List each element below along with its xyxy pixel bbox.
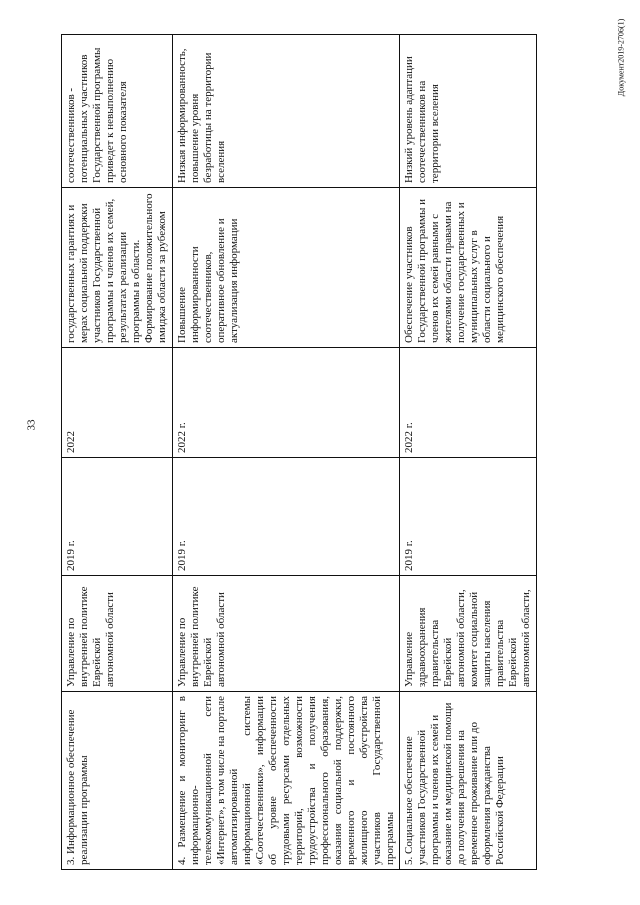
document-footer-id-text: Документ2019-2706(1) xyxy=(616,18,626,97)
executor-cell: Управление по внутренней политике Еврейской автономной области xyxy=(62,576,173,692)
risk-cell: Низкая информированность, повышение уровня безработицы на территории вселения xyxy=(173,35,400,188)
end-year-cell: 2022 г. xyxy=(173,348,400,458)
end-year-cell: 2022 г. xyxy=(400,348,537,458)
executor-cell: Управление по внутренней политике Еврейской автономной области xyxy=(173,576,400,692)
table-row xyxy=(62,35,173,870)
page-number-text: 33 xyxy=(25,419,37,431)
executor-cell: Управление здравоохранения правительства Еврейской автономной области, комитет социальной защиты населения правительства Еврейской автономной области, xyxy=(400,576,537,692)
start-year-cell: 2019 г. xyxy=(173,458,400,576)
measure-cell: 4. Размещение и мониторинг в информационно-телекоммуникационной сети «Интернет», в том числе на портале автоматизированной информационной системы «Соотечественники», информации об уровне обеспеченности трудовыми ресурсами отдельных территорий, возможности трудоустройства и получения профессионального образования, оказания социальной поддержки, временного и постоянного жилищного обустройства участников Государственной программы xyxy=(173,692,400,870)
measure-cell: 3. Информационное обеспечение реализации программы xyxy=(62,692,173,870)
document-footer-id xyxy=(614,10,628,105)
program-measures-table-wrapper xyxy=(61,35,533,870)
start-year-cell: 2019 г. xyxy=(62,458,173,576)
table-row xyxy=(400,35,537,870)
risk-cell: соотечественников - потенциальных участников Государственной программы приведет к невыполнению основного показателя xyxy=(62,35,173,188)
result-cell: Обеспечение участников Государственной программы и членов их семей равными с жителями области правами на получение государственных и муниципальных услуг в области социального и медицинского обеспечения xyxy=(400,188,537,348)
result-cell: государственных гарантиях и мерах социальной поддержки участников Государственной программы и членов их семей, результатах реализации программы в области. Формирование положительного имиджа области за рубежом xyxy=(62,188,173,348)
result-cell: Повышение информированности соотечественников, оперативное обновление и актуализация информации xyxy=(173,188,400,348)
program-measures-table xyxy=(61,34,537,870)
start-year-cell: 2019 г. xyxy=(400,458,537,576)
end-year-cell: 2022 xyxy=(62,348,173,458)
risk-cell: Низкий уровень адаптации соотечественников на территории вселения xyxy=(400,35,537,188)
measure-cell: 5. Социальное обеспечение участников Государственной программы и членов их семей и оказание им медицинской помощи до получения разрешения на временное проживание или до оформления гражданства Российской Федерации xyxy=(400,692,537,870)
table-row xyxy=(173,35,400,870)
page-number xyxy=(22,412,40,438)
